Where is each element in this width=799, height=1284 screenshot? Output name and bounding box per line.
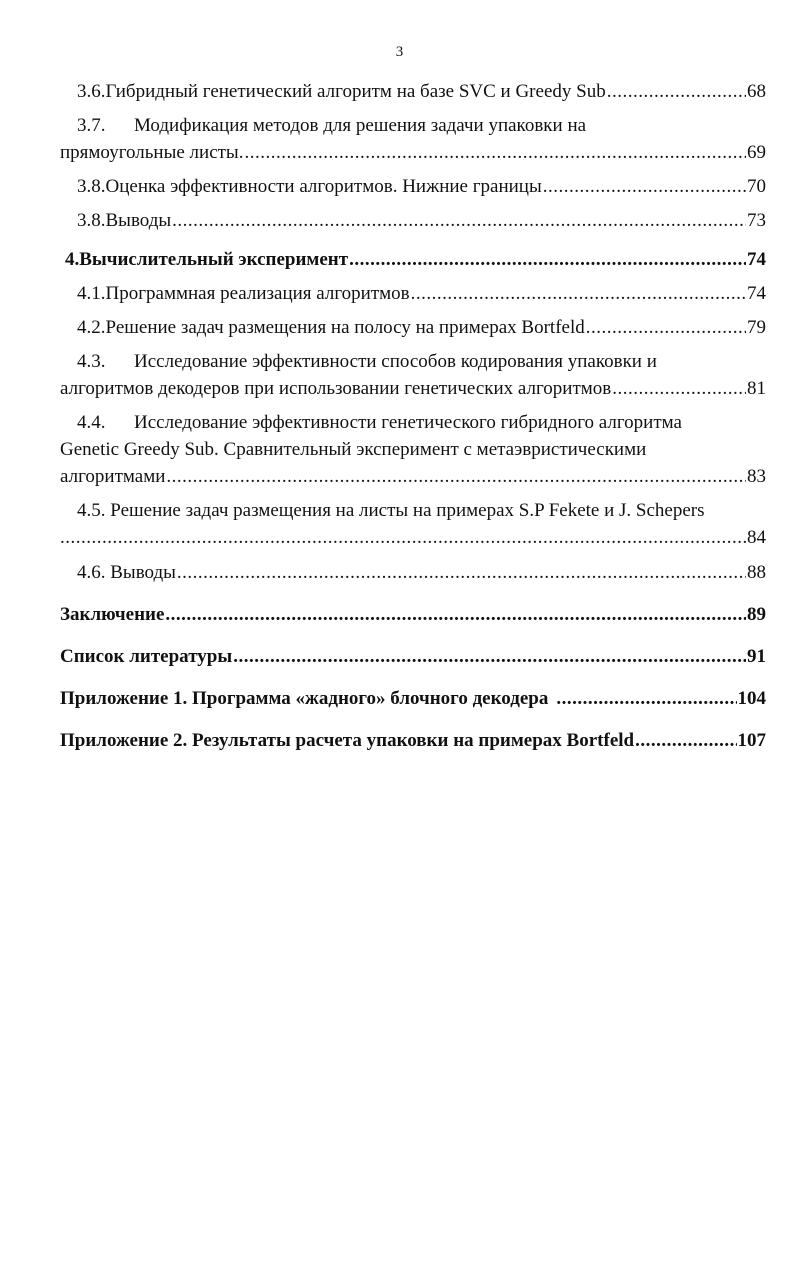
- toc-entry-title: Вычислительный эксперимент: [79, 249, 349, 270]
- toc-entry-title: Выводы: [105, 210, 172, 231]
- toc-entry-title: Решение задач размещения на полосу на примерах Bortfeld: [105, 317, 585, 338]
- toc-entry-title-line-3: алгоритмами: [60, 466, 166, 487]
- toc-entry-3-8-conclusions[interactable]: [60, 207, 766, 234]
- toc-entry-4-6[interactable]: [60, 559, 766, 586]
- dot-leader: [612, 375, 746, 402]
- dot-leader: [233, 643, 746, 670]
- toc-entry-4-3[interactable]: [60, 348, 766, 402]
- toc-entry-page: 89: [747, 604, 766, 625]
- toc-entry-number: 4.1.: [77, 283, 106, 304]
- toc-entry-title: Гибридный генетический алгоритм на базе SVC и Greedy Sub: [105, 81, 606, 102]
- toc-entry-number: 3.8.: [77, 210, 106, 231]
- toc-entry-4-2[interactable]: [60, 314, 766, 341]
- dot-leader: [586, 314, 746, 341]
- toc-entry-page: 83: [747, 466, 766, 487]
- toc-entry-appendix-2[interactable]: [60, 727, 766, 754]
- toc-entry-title: Приложение 2. Результаты расчета упаковки на примерах Bortfeld: [60, 730, 635, 751]
- toc-entry-page: 68: [747, 81, 766, 102]
- toc-entry-title-line-1: Модификация методов для решения задачи упаковки на: [134, 115, 587, 136]
- toc-entry-title: Оценка эффективности алгоритмов. Нижние границы: [105, 176, 542, 197]
- toc-entry-page: 74: [747, 249, 766, 270]
- toc-entry-title: Список литературы: [60, 646, 233, 667]
- toc-entry-title-line-2: алгоритмов декодеров при использовании генетических алгоритмов: [60, 378, 612, 399]
- toc-entry-title: Заключение: [60, 604, 165, 625]
- dot-leader: [411, 280, 746, 307]
- toc-entry-page: 91: [747, 646, 766, 667]
- table-of-contents: [60, 78, 766, 754]
- toc-entry-page: 70: [747, 176, 766, 197]
- dot-leader: [607, 78, 746, 105]
- toc-entry-3-7[interactable]: [60, 112, 766, 166]
- toc-entry-3-8-bounds[interactable]: [60, 173, 766, 200]
- dot-leader: [349, 246, 746, 273]
- dot-leader: [166, 463, 746, 490]
- toc-entry-title-line-2: Genetic Greedy Sub. Сравнительный эксперимент с метаэвристическими: [60, 439, 647, 460]
- toc-entry-number: 3.6.: [77, 81, 106, 102]
- toc-entry-number: 4.: [65, 249, 80, 270]
- toc-entry-page: 79: [747, 317, 766, 338]
- toc-entry-number: 3.7.: [77, 115, 106, 136]
- toc-entry-page: 69: [747, 142, 766, 163]
- toc-entry-number: 4.4.: [77, 412, 106, 433]
- toc-entry-title-line-1: Исследование эффективности способов кодирования упаковки и: [134, 351, 657, 372]
- dot-leader: [556, 685, 736, 712]
- toc-entry-title-line-1: Исследование эффективности генетического гибридного алгоритма: [134, 412, 682, 433]
- dot-leader: [177, 559, 746, 586]
- toc-entry-number: 3.8.: [77, 176, 106, 197]
- toc-entry-4-4[interactable]: [60, 409, 766, 490]
- toc-entry-4-1[interactable]: [60, 280, 766, 307]
- toc-entry-page: 88: [747, 562, 766, 583]
- toc-entry-conclusion[interactable]: [60, 601, 766, 628]
- toc-entry-number: 4.3.: [77, 351, 106, 372]
- dot-leader: [635, 727, 736, 754]
- toc-entry-page: 74: [747, 283, 766, 304]
- dot-leader: [165, 601, 746, 628]
- dot-leader: [244, 139, 746, 166]
- page-number: 3: [395, 44, 404, 60]
- toc-entry-title: 4.6. Выводы: [77, 562, 176, 583]
- dot-leader: [60, 524, 746, 551]
- toc-entry-number: 4.2.: [77, 317, 106, 338]
- toc-entry-page: 81: [747, 378, 766, 399]
- toc-entry-title: 4.5. Решение задач размещения на листы на примерах S.P Fekete и J. Schepers: [77, 500, 705, 521]
- toc-entry-title-line-2: прямоугольные листы.: [60, 142, 244, 163]
- toc-entry-page: 107: [737, 730, 766, 751]
- toc-entry-references[interactable]: [60, 643, 766, 670]
- toc-entry-page: 104: [737, 688, 766, 709]
- toc-entry-page: 84: [747, 527, 766, 548]
- dot-leader: [543, 173, 746, 200]
- toc-entry-4[interactable]: [60, 246, 766, 273]
- toc-entry-page: 73: [747, 210, 766, 231]
- toc-entry-title: Программная реализация алгоритмов: [105, 283, 410, 304]
- dot-leader: [172, 207, 746, 234]
- toc-entry-title: Приложение 1. Программа «жадного» блочного декодера: [60, 688, 549, 709]
- toc-entry-4-5[interactable]: [60, 497, 766, 551]
- toc-entry-3-6[interactable]: [60, 78, 766, 105]
- toc-entry-appendix-1[interactable]: [60, 685, 766, 712]
